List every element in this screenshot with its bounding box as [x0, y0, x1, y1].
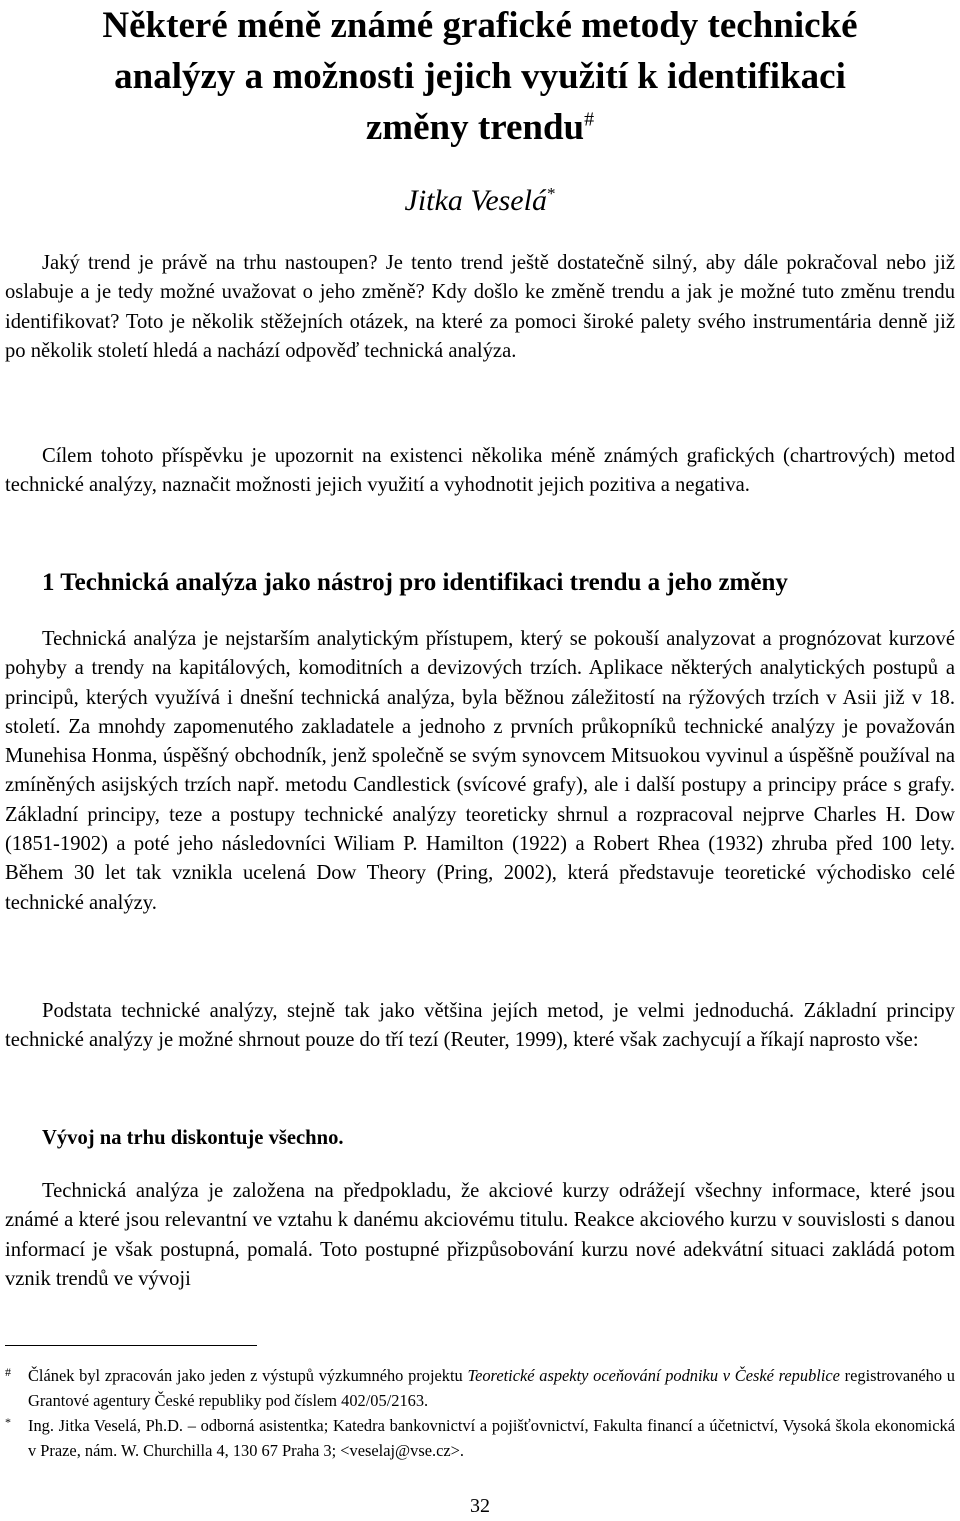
section-1-heading: 1 Technická analýza jako nástroj pro identifikaci trendu a jeho změny	[42, 569, 788, 596]
abstract-part-2: Toto je několik stěžejních otázek, na které za pomoci široké palety svého instrumentária denně již po několik století hledá a nachází odpověď technická analýza.	[5, 310, 955, 362]
footnote-1-text	[5, 1364, 955, 1413]
footnote-2	[5, 1414, 955, 1463]
footnote-1-mark: #	[5, 1365, 11, 1379]
author-name-text: Jitka Veselá	[404, 184, 547, 217]
footnote-1-italic-b: v České republice	[722, 1366, 840, 1385]
title-footnote-mark[interactable]: #	[584, 108, 595, 131]
page-title	[0, 0, 960, 153]
aim-paragraph: Cílem tohoto příspěvku je upozornit na existenci několika méně známých grafických (chartrových) metod technické analýzy, naznačit možnosti jejich využití a vyhodnotit jejich pozitiva a negativa.	[5, 445, 955, 497]
footnote-2-mark: *	[5, 1415, 11, 1429]
abstract-part-1: Jaký trend je právě na trhu nastoupen? Je tento trend ještě dostatečně silný, aby dále pokračoval nebo již oslabuje a je tedy možné uvažovat o jeho změně? Kdy došlo ke změně trendu a jak je možné tuto změnu trendu identifikovat?	[5, 252, 955, 333]
title-line-1: Některé méně známé grafické metody technické	[102, 5, 858, 46]
section-1-paragraph-1: Technická analýza je nejstarším analytickým přístupem, který se pokouší analyzovat a prognózovat kurzové pohyby a trendy na kapitálových, komoditních a devizových trzích. Aplikace některých analytických postupů a principů, kterých využívá i dnešní technická analýza, byla běžnou záležitostí na rýžových trzích v Asii již v 18. století. Za mnohdy zapomenutého zakladatele a jednoho z prvních průkopníků technické analýzy je považován Munehisa Honma, úspěšný obchodník, jenž společně se svým synovcem Mitsuokou vyvinul a úspěšně používal na zmíněných asijských trzích např. metodu Candlestick (svícové grafy), ale i další postupy a principy práce s grafy. Základní principy, teze a postupy technické analýzy teoreticky shrnul a rozpracoval nejprve Charles H. Dow (1851-1902) a poté jeho následovníci Wiliam P. Hamilton (1922) a Robert Rhea (1932) zhruba před 100 lety. Během 30 let tak vznikla ucelená Dow Theory (Pring, 2002), která představuje teoretické východisko celé technické analýzy.	[5, 628, 955, 914]
page-number: 32	[470, 1495, 490, 1517]
abstract-paragraph	[5, 249, 955, 366]
footnote-separator	[5, 1345, 257, 1346]
section-1-paragraph-3: Technická analýza je založena na předpokladu, že akciové kurzy odrážejí všechny informace, které jsou známé a které jsou relevantní ve vztahu k danému akciovému titulu. Reakce akciového kurzu v souvislosti s danou informací je však postupná, pomalá. Toto postupné přizpůsobování kurzu nové adekvátní situaci zakládá potom vznik trendů ve vývoji	[5, 1180, 955, 1290]
author-name	[0, 180, 960, 222]
footnote-1-text-a: Článek byl zpracován jako jeden z výstupů výzkumného projektu	[28, 1366, 468, 1385]
section-1-paragraph-2: Podstata technické analýzy, stejně tak jako většina jejích metod, je velmi jednoduchá. Základní principy technické analýzy je možné shrnout pouze do tří tezí (Reuter, 1999), které však zachycují a říkají naprosto vše:	[5, 1000, 955, 1052]
title-line-2: analýzy a možnosti jejich využití k identifikaci	[114, 56, 846, 97]
thesis-statement: Vývoj na trhu diskontuje všechno.	[42, 1127, 344, 1149]
footnote-2-text: Ing. Jitka Veselá, Ph.D. – odborná asistentka; Katedra bankovnictví a pojišťovnictví, Fakulta financí a účetnictví, Vysoká škola ekonomická v Praze, nám. W. Churchilla 4, 130 67 Praha 3; <veselaj@vse.cz>.	[28, 1416, 955, 1460]
footnote-1	[5, 1364, 955, 1413]
footnote-1-text-b: registrovaného u Grantové agentury České republiky pod číslem 402/05/2163.	[28, 1366, 955, 1410]
title-line-3: změny trendu	[365, 107, 585, 148]
author-footnote-mark[interactable]: *	[546, 184, 556, 203]
footnote-1-italic-a: Teoretické aspekty oceňování podniku	[467, 1366, 719, 1385]
